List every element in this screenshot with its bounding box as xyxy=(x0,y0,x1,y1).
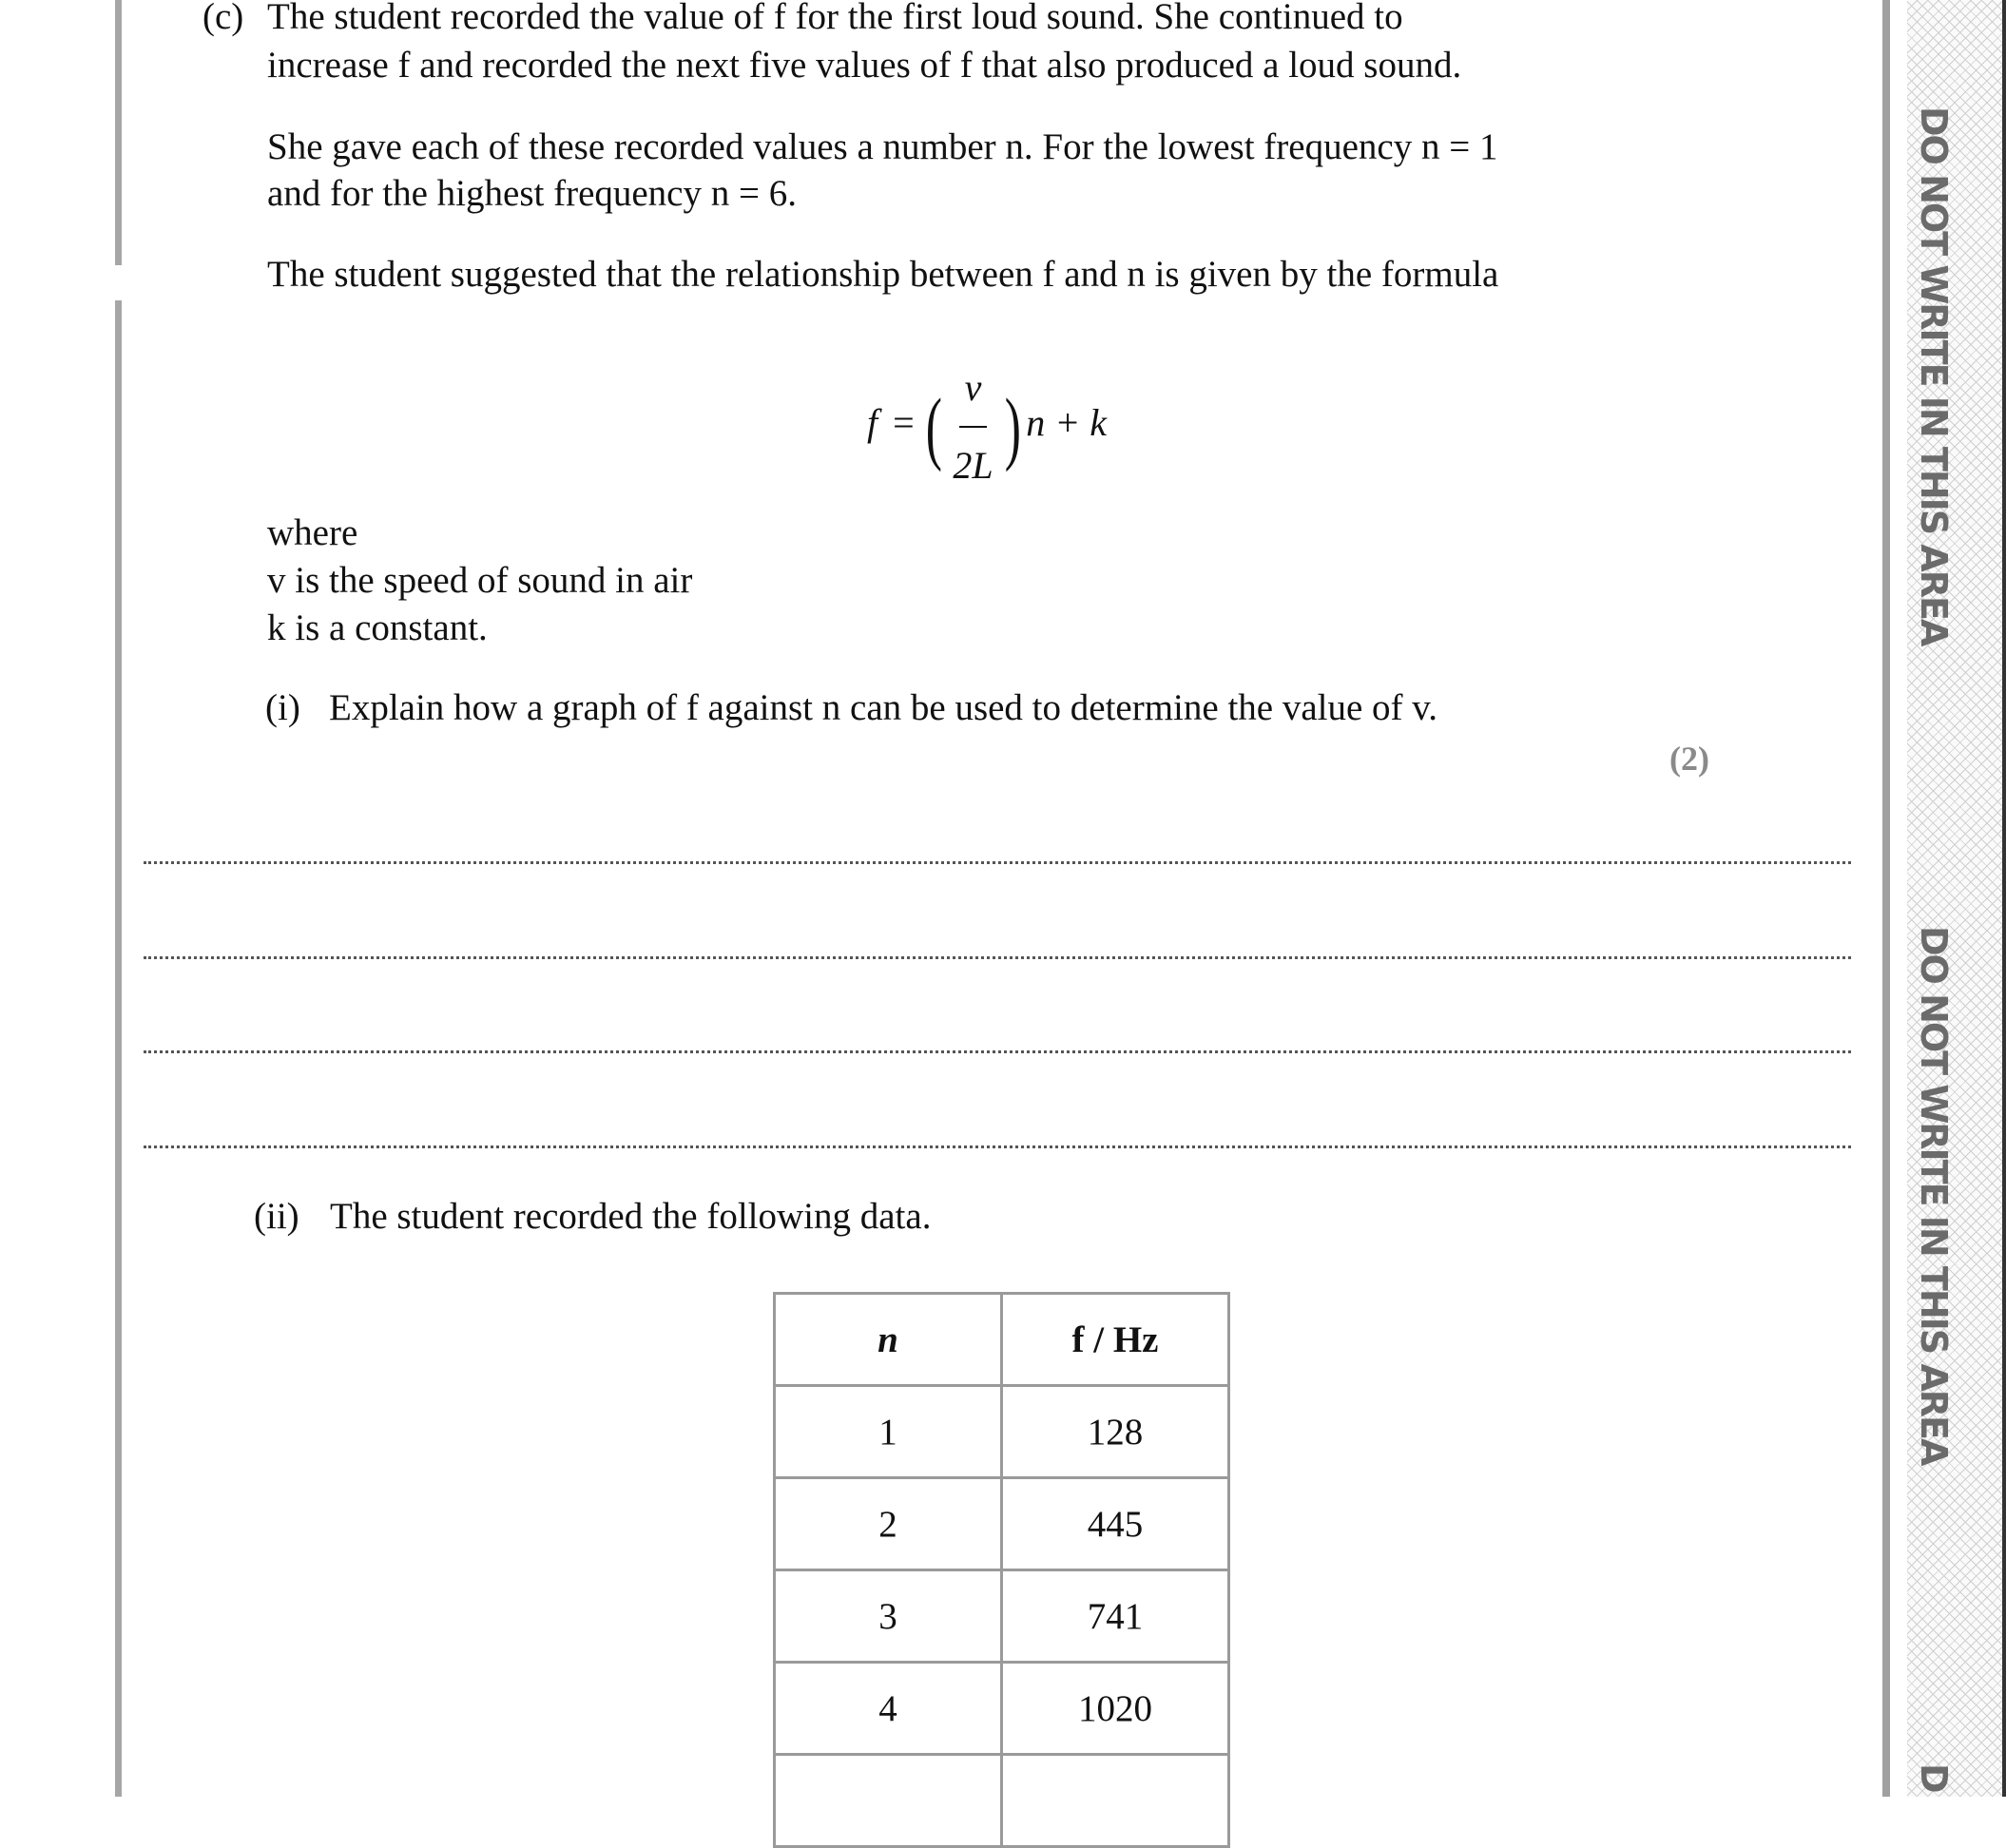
where-v: v is the speed of sound in air xyxy=(267,560,693,601)
part-c-line2: increase f and recorded the next five values of f that also produced a loud sound. xyxy=(267,45,1462,86)
formula-numerator: v xyxy=(959,350,988,428)
table-row xyxy=(775,1386,1229,1478)
cell-n: 4 xyxy=(775,1663,1002,1755)
part-i-text: Explain how a graph of f against n can be used to determine the value of v. xyxy=(329,687,1438,728)
header-n: n xyxy=(775,1294,1002,1386)
paren-close: ) xyxy=(1004,381,1021,472)
right-margin-bar xyxy=(1882,0,1890,1797)
table-row xyxy=(775,1478,1229,1570)
where-label: where xyxy=(267,512,358,553)
answer-line-4[interactable] xyxy=(144,1145,1851,1148)
part-c-para3: The student suggested that the relationship between f and n is given by the formula xyxy=(267,254,1499,295)
formula xyxy=(867,350,1107,504)
cell-n: 2 xyxy=(775,1478,1002,1570)
header-f: f / Hz xyxy=(1002,1294,1229,1386)
part-c-para2-line1: She gave each of these recorded values a number n. For the lowest frequency n = 1 xyxy=(267,126,1498,167)
part-c-para2-line2: and for the highest frequency n = 6. xyxy=(267,173,797,214)
marks-badge: (2) xyxy=(1669,740,1709,778)
margin-warning: DO NOT WRITE IN THIS AREA xyxy=(1913,106,1955,645)
table-header-row xyxy=(775,1294,1229,1386)
formula-fraction xyxy=(953,350,993,504)
formula-eq: = xyxy=(893,401,915,445)
page-edge xyxy=(2002,0,2006,1797)
paren-open: ( xyxy=(925,381,942,472)
left-margin-bar xyxy=(115,0,122,265)
formula-rest: n + k xyxy=(1026,401,1107,445)
cell-n: 1 xyxy=(775,1386,1002,1478)
margin-warning: DO NOT WRITE IN THIS AREA xyxy=(1913,926,1955,1465)
margin-warning-partial: D xyxy=(1913,1763,1955,1792)
formula-lhs: f xyxy=(867,401,878,445)
part-c-line1: The student recorded the value of f for the first loud sound. She continued to xyxy=(267,0,1403,37)
cell-n: 3 xyxy=(775,1570,1002,1663)
answer-line-3[interactable] xyxy=(144,1050,1851,1053)
answer-line-1[interactable] xyxy=(144,861,1851,864)
table-row xyxy=(775,1755,1229,1847)
where-k: k is a constant. xyxy=(267,607,488,648)
table-row xyxy=(775,1570,1229,1663)
cell-f: 445 xyxy=(1002,1478,1229,1570)
cell-f: 128 xyxy=(1002,1386,1229,1478)
cell-f: 1020 xyxy=(1002,1663,1229,1755)
cell-n xyxy=(775,1755,1002,1847)
left-margin-bar xyxy=(115,300,122,1797)
part-ii-label: (ii) xyxy=(254,1196,299,1237)
part-c-label: (c) xyxy=(203,0,244,37)
part-i-label: (i) xyxy=(265,687,300,728)
cell-f: 741 xyxy=(1002,1570,1229,1663)
answer-line-2[interactable] xyxy=(144,956,1851,959)
part-ii-text: The student recorded the following data. xyxy=(330,1196,932,1237)
cell-f xyxy=(1002,1755,1229,1847)
formula-denominator: 2L xyxy=(953,444,993,487)
table-row xyxy=(775,1663,1229,1755)
data-table xyxy=(773,1292,1230,1848)
